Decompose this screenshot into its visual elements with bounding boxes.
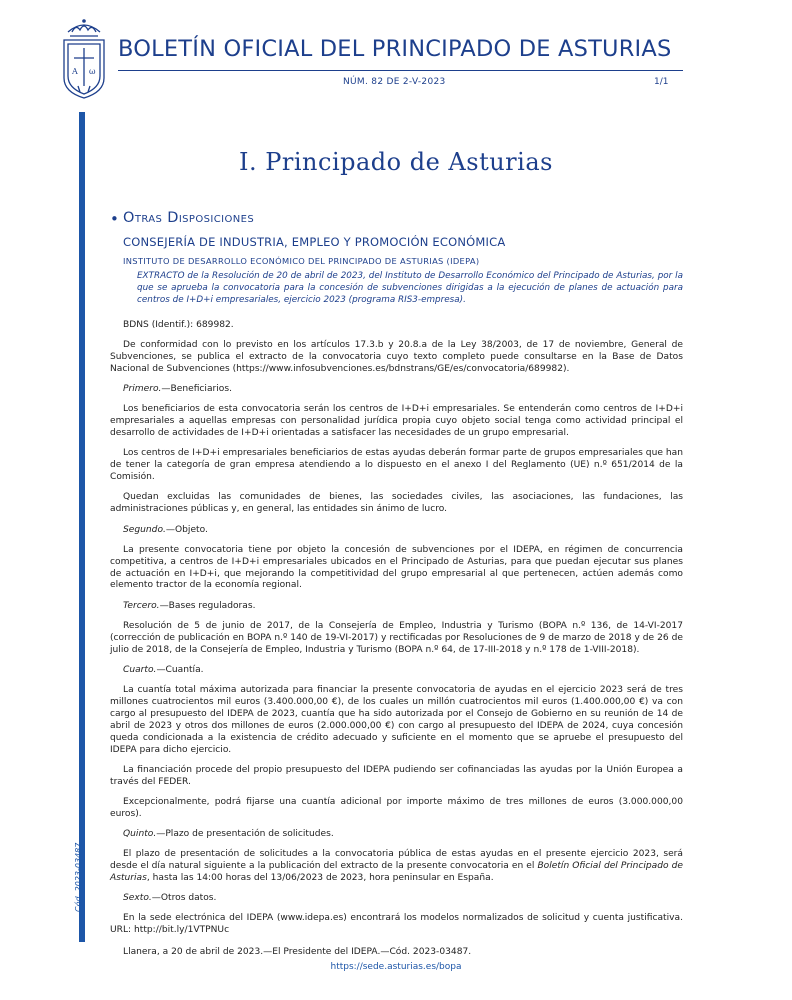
- subheading-label: Cuarto.: [123, 664, 157, 675]
- asturias-coat-of-arms-icon: [58, 16, 110, 102]
- subheading-label: Sexto.: [123, 893, 152, 904]
- section-heading: Otras Disposiciones: [123, 210, 255, 226]
- bullet-icon: •: [110, 210, 119, 228]
- consejeria-heading: CONSEJERÍA DE INDUSTRIA, EMPLEO Y PROMOCIÓN ECONÓMICA: [123, 235, 506, 249]
- extracto-summary: EXTRACTO de la Resolución de 20 de abril de 2023, del Instituto de Desarrollo Económico del Principado de Asturias, por la que se aprueba la convocatoria para la concesión de subvenciones dirigidas a la ejecución de planes de actuación para centros de I+D+i empresariales, ejercicio 2023 (programa RIS3-empresa).: [137, 271, 683, 305]
- intro-paragraph: De conformidad con lo previsto en los artículos 17.3.b y 20.8.a de la Ley 38/2003, de 17 de noviembre, General de Subvenciones, se publica el extracto de la convocatoria cuyo texto completo puede consultarse en la Base de Datos Nacional de Subvenciones (https://www.infosubvenciones.es/bdnstrans/GE/es/convocatoria/689982).: [110, 340, 683, 375]
- instituto-heading: INSTITUTO DE DESARROLLO ECONÓMICO DEL PRINCIPADO DE ASTURIAS (IDEPA): [123, 256, 480, 266]
- paragraph: Quedan excluidas las comunidades de bienes, las sociedades civiles, las asociaciones, las fundaciones, las administraciones públicas y, en general, las entidades sin ánimo de lucro.: [110, 492, 683, 515]
- paragraph: En la sede electrónica del IDEPA (www.idepa.es) encontrará los modelos normalizados de solicitud y cuenta justificativa. URL: http://bit.ly/1VTPNUc: [110, 913, 683, 936]
- section-title: I. Principado de Asturias: [239, 148, 553, 176]
- paragraph: La financiación procede del propio presupuesto del IDEPA pudiendo ser cofinanciadas las ayudas por la Unión Europea a través del FEDER.: [110, 764, 683, 787]
- paragraph: La cuantía total máxima autorizada para financiar la presente convocatoria de ayudas en el ejercicio 2023 será de tres millones cuatrocientos mil euros (3.400.000,00 €), de los cuales un millón cuatrocientos mil euros (1.400.000,00 €) va con cargo al presupuesto del IDEPA de 2023, cuantía que ha sido autorizada por el Consejo de Gobierno en su reunión de 14 de abril de 2023 y otros dos millones de euros (2.000.000,00 €) con cargo al presupuesto del IDEPA de 2024, cuya concesión queda condicionada a la existencia de crédito adecuado y suficiente en el momento que se apruebe el presupuesto del IDEPA para dicho ejercicio.: [110, 685, 683, 755]
- paragraph: Los centros de I+D+i empresariales beneficiarios de estas ayudas deberán formar parte de grupos empresariales que han de tener la categoría de gran empresa atendiendo a lo dispuesto en el anexo I del Reglamento (UE) n.º 651/2014 de la Comisión.: [110, 448, 683, 483]
- bdns-identifier: BDNS (Identif.): 689982.: [123, 320, 234, 330]
- subheading-title: —Beneficiarios.: [161, 384, 232, 395]
- bulletin-title: BOLETÍN OFICIAL DEL PRINCIPADO DE ASTURIAS: [118, 36, 672, 62]
- subheading-cuarto: [110, 665, 683, 677]
- side-document-code: Cód. 2023-03487: [74, 842, 83, 912]
- subheading-title: —Objeto.: [165, 524, 208, 535]
- subheading-tercero: [110, 601, 683, 613]
- svg-text:ω: ω: [89, 67, 96, 76]
- header-divider: [118, 70, 683, 71]
- subheading-label: Primero.: [123, 384, 162, 395]
- paragraph: [110, 849, 683, 885]
- text-run: , hasta las 14:00 horas del 13/06/2023 de 2023, hora peninsular en España.: [146, 873, 494, 884]
- paragraph: Los beneficiarios de esta convocatoria serán los centros de I+D+i empresariales. Se entenderán como centros de I+D+i empresariales a aquellas empresas con personalidad jurídica propia cuyo objeto social tenga como actividad principal el desarrollo de actividades de I+D+i orientadas a satisfacer las necesidades de un grupo empresarial.: [110, 404, 683, 439]
- footer-link[interactable]: https://sede.asturias.es/bopa: [330, 962, 462, 972]
- subheading-label: Tercero.: [123, 600, 160, 611]
- subheading-sexto: [110, 893, 683, 905]
- subheading-title: —Otros datos.: [151, 893, 217, 904]
- subheading-title: —Bases reguladoras.: [159, 600, 256, 611]
- subheading-label: Segundo.: [123, 524, 166, 535]
- subheading-label: Quinto.: [123, 829, 157, 840]
- issue-number: NÚM. 82 DE 2-V-2023: [343, 77, 446, 87]
- subheading-primero: [110, 384, 683, 396]
- document-body: [110, 320, 683, 968]
- bulletin-name: Boletín Oficial del Principado de Asturias: [110, 861, 683, 884]
- text-run: El plazo de presentación de solicitudes a la convocatoria pública de estas ayudas en el presente ejercicio 2023, será desde el día natural siguiente a la publicación del extracto de la presente convocatoria en el: [110, 849, 683, 872]
- subheading-title: —Plazo de presentación de solicitudes.: [156, 829, 334, 840]
- subheading-quinto: [110, 829, 683, 841]
- subheading-segundo: [110, 525, 683, 537]
- paragraph: Resolución de 5 de junio de 2017, de la Consejería de Empleo, Industria y Turismo (BOPA n.º 136, de 14-VI-2017 (corrección de publicación en BOPA n.º 140 de 19-VI-2017) y rectificadas por Resoluciones de 9 de marzo de 2018 y de 26 de julio de 2018, de la Consejería de Empleo, Industria y Turismo (BOPA n.º 64, de 17-III-2018 y n.º 178 de 1-VIII-2018).: [110, 620, 683, 655]
- subheading-title: —Cuantía.: [156, 664, 204, 675]
- page-number: 1/1: [654, 77, 669, 87]
- svg-text:A: A: [72, 67, 78, 76]
- paragraph: La presente convocatoria tiene por objeto la concesión de subvenciones por el IDEPA, en régimen de concurrencia competitiva, a centros de I+D+i empresariales ubicados en el Principado de Asturias, para que puedan ejecutar sus planes de actuación en I+D+i, que mejorando la competitividad del grupo empresarial al que pertenecen, actúen además como elemento tractor de la economía regional.: [110, 544, 683, 591]
- paragraph: Excepcionalmente, podrá fijarse una cuantía adicional por importe máximo de tres millones de euros (3.000.000,00 euros).: [110, 796, 683, 819]
- signature-line: Llanera, a 20 de abril de 2023.—El Presidente del IDEPA.—Cód. 2023-03487.: [123, 947, 472, 958]
